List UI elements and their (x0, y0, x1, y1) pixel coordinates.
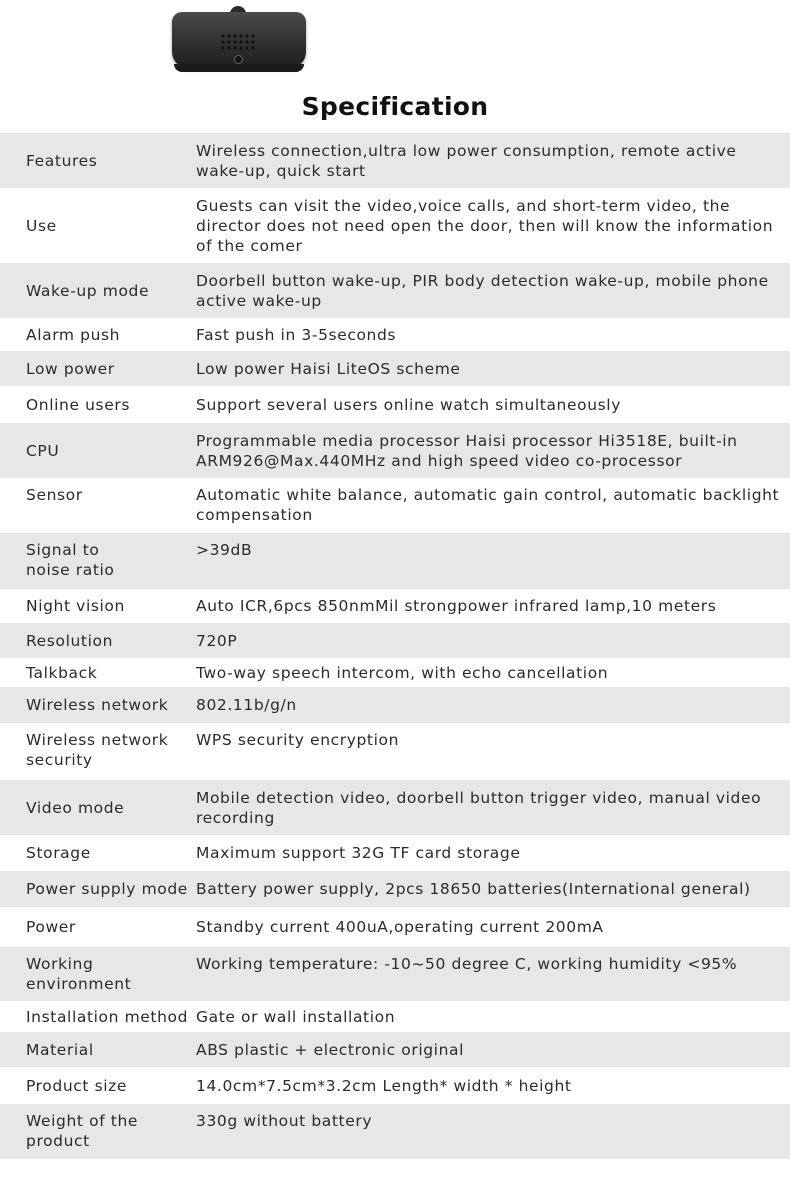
spec-label-line: Signal to (26, 541, 100, 559)
spec-label: CPU (0, 423, 196, 478)
spec-value: Automatic white balance, automatic gain control, automatic backlight compensation (196, 486, 780, 524)
spec-label-line: Weight of the (26, 1112, 139, 1130)
spec-value: Auto ICR,6pcs 850nmMil strongpower infrared lamp,10 meters (196, 597, 717, 615)
spec-row-power-supply-mode (0, 871, 790, 907)
spec-row-material (0, 1032, 790, 1067)
spec-row-signal-to-noise (0, 533, 790, 589)
spec-label: Wireless network (0, 687, 196, 723)
spec-value: Support several users online watch simultaneously (196, 395, 621, 414)
spec-label: Night vision (26, 597, 125, 615)
spec-value: 330g without battery (196, 1104, 790, 1159)
spec-value: WPS security encryption (196, 731, 400, 749)
speaker-grille-icon (220, 33, 256, 51)
spec-value: Low power Haisi LiteOS scheme (196, 351, 790, 386)
spec-value: Maximum support 32G TF card storage (196, 844, 521, 862)
spec-value: Programmable media processor Haisi processor Hi3518E, built-in ARM926@Max.440MHz and high speed video co-processor (196, 423, 790, 478)
spec-row-low-power (0, 351, 790, 386)
spec-label: Installation method (26, 1007, 189, 1026)
spec-value: Working temperature: -10~50 degree C, working humidity <95% (196, 947, 790, 1001)
spec-row-online-users (0, 386, 790, 423)
spec-label: Wake-up mode (0, 263, 196, 318)
spec-value: 14.0cm*7.5cm*3.2cm Length* width * height (196, 1076, 572, 1095)
spec-row-wireless-network (0, 687, 790, 723)
spec-row-talkback (0, 658, 790, 687)
spec-row-use (0, 188, 790, 263)
spec-row-product-size (0, 1067, 790, 1104)
spec-row-cpu (0, 423, 790, 478)
spec-row-video-mode (0, 780, 790, 835)
spec-label: Alarm push (26, 325, 121, 344)
spec-label-line: Wireless network (26, 731, 169, 749)
spec-label: Low power (0, 351, 196, 386)
spec-row-resolution (0, 623, 790, 658)
spec-value: 802.11b/g/n (196, 687, 790, 723)
spec-label (0, 723, 196, 780)
spec-label: Online users (26, 395, 131, 414)
spec-label: Material (0, 1032, 196, 1067)
spec-label: Sensor (26, 486, 83, 504)
spec-value: ABS plastic + electronic original (196, 1032, 790, 1067)
spec-row-working-environment (0, 947, 790, 1001)
spec-row-weight (0, 1104, 790, 1159)
product-base (174, 64, 304, 72)
spec-row-features (0, 133, 790, 188)
spec-row-night-vision (0, 589, 790, 623)
spec-label-line: noise ratio (26, 561, 115, 579)
spec-value: 720P (196, 623, 790, 658)
spec-label-line: product (26, 1132, 90, 1150)
page-title: Specification (301, 92, 489, 121)
spec-value: Battery power supply, 2pcs 18650 batteries(International general) (196, 871, 790, 907)
spec-row-alarm-push (0, 318, 790, 351)
spec-label (0, 947, 196, 1001)
spec-label: Resolution (0, 623, 196, 658)
spec-row-storage (0, 835, 790, 871)
spec-value: Wireless connection,ultra low power consumption, remote active wake-up, quick start (196, 133, 790, 188)
spec-label-line: environment (26, 975, 132, 993)
specification-table (0, 133, 790, 1159)
spec-label: Features (0, 133, 196, 188)
spec-label-line: Working (26, 955, 94, 973)
spec-label: Storage (26, 844, 91, 862)
spec-value: Mobile detection video, doorbell button trigger video, manual video recording (196, 780, 790, 835)
spec-label (0, 1104, 196, 1159)
spec-value: Guests can visit the video,voice calls, and short-term video, the director does not need open the door, then will know the information of the comer (196, 196, 774, 255)
spec-value: Standby current 400uA,operating current 200mA (196, 918, 604, 936)
spec-row-installation-method (0, 1001, 790, 1032)
microphone-hole-icon (234, 55, 243, 64)
spec-label: Power (26, 918, 76, 936)
spec-label: Video mode (0, 780, 196, 835)
spec-label: Power supply mode (0, 871, 196, 907)
spec-value: >39dB (196, 533, 790, 589)
spec-value: Two-way speech intercom, with echo cancellation (196, 663, 609, 682)
spec-label: Talkback (26, 663, 98, 682)
spec-row-wireless-security (0, 723, 790, 780)
spec-label (0, 533, 196, 589)
spec-row-power (0, 907, 790, 947)
spec-row-sensor (0, 478, 790, 533)
spec-label: Use (26, 216, 57, 235)
spec-value: Gate or wall installation (196, 1007, 396, 1026)
spec-value: Fast push in 3-5seconds (196, 325, 397, 344)
doorbell-product-image (172, 0, 306, 72)
spec-row-wake-up-mode (0, 263, 790, 318)
spec-label: Product size (26, 1076, 128, 1095)
spec-value: Doorbell button wake-up, PIR body detection wake-up, mobile phone active wake-up (196, 263, 790, 318)
spec-label-line: security (26, 751, 93, 769)
